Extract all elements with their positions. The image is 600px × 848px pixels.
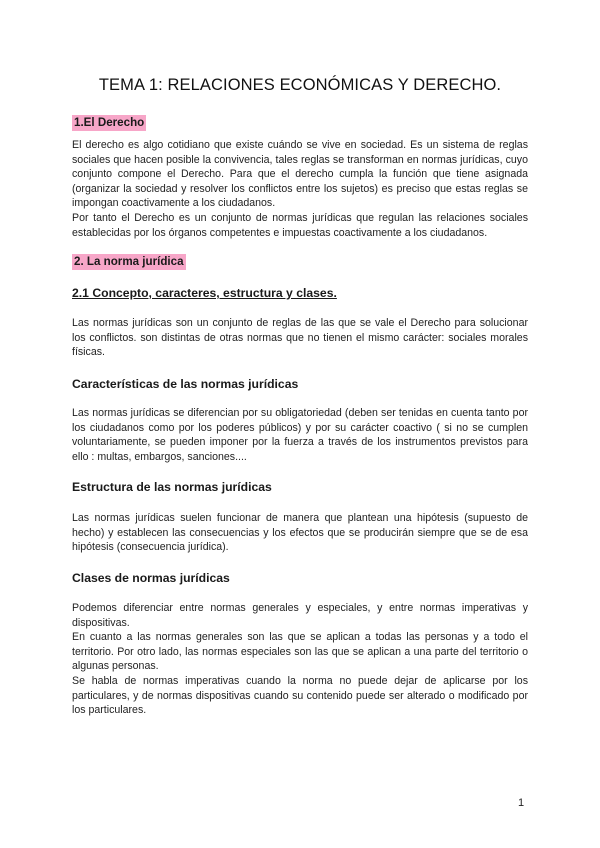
classes-paragraph-3: Se habla de normas imperativas cuando la norma no puede dejar de aplicarse por los particulares, y de normas dispositivas cuando su contenido puede ser alterado o modificado por los particulares. <box>72 675 528 716</box>
section-1-paragraph-1: El derecho es algo cotidiano que existe cuándo se vive en sociedad. Es un sistema de reglas sociales que hacen posible la convivencia, tales reglas se transforman en normas jurídicas, cuyo conjunto compone el Derecho. Para que el derecho cumpla la función que tiene asignada (organizar la sociedad y resolver los conflictos entre los sujetos) es preciso que estas reglas se impongan coactivamente a los ciudadanos. <box>72 139 528 209</box>
document-title: TEMA 1: RELACIONES ECONÓMICAS Y DERECHO. <box>98 76 502 94</box>
characteristics-paragraph: Las normas jurídicas se diferencian por su obligatoriedad (deben ser tenidas en cuenta tanto por los ciudadanos como por los poderes públicos) y por su carácter coactivo ( si no se cumplen voluntariamente, se pueden imponer por la fuerza a través de los instrumentos previstos para ello : multas, embargos, sanciones.... <box>72 407 528 463</box>
classes-paragraph-1: Podemos diferenciar entre normas generales y especiales, y entre normas imperativas y dispositivas. <box>72 602 528 629</box>
classes-heading: Clases de normas jurídicas <box>72 571 230 585</box>
section-2-1-subheading: 2.1 Concepto, caracteres, estructura y clases. <box>72 286 337 300</box>
concept-paragraph: Las normas jurídicas son un conjunto de reglas de las que se vale el Derecho para solucionar los conflictos. son distintas de otras normas que no tienen el mismo carácter: sociales morales físicas. <box>72 317 528 358</box>
section-1-heading: 1.El Derecho <box>74 116 145 129</box>
structure-paragraph: Las normas jurídicas suelen funcionar de manera que plantean una hipótesis (supuesto de hecho) y establecen las consecuencias y los efectos que se producirán siempre que se de esa hipótesis (consecuencia jurídica). <box>72 512 528 553</box>
section-1-paragraph-2: Por tanto el Derecho es un conjunto de normas jurídicas que regulan las relaciones sociales establecidas por los órganos competentes e impuestas coactivamente a los ciudadanos. <box>72 212 528 239</box>
structure-heading: Estructura de las normas jurídicas <box>72 480 272 494</box>
characteristics-heading: Características de las normas jurídicas <box>72 377 299 391</box>
section-2-heading: 2. La norma jurídica <box>74 255 184 268</box>
page-number: 1 <box>518 797 525 809</box>
classes-paragraph-2: En cuanto a las normas generales son las que se aplican a todas las personas y a todo el territorio. Por otro lado, las normas especiales son las que se aplican a una parte del territorio o algunas personas. <box>72 631 528 672</box>
